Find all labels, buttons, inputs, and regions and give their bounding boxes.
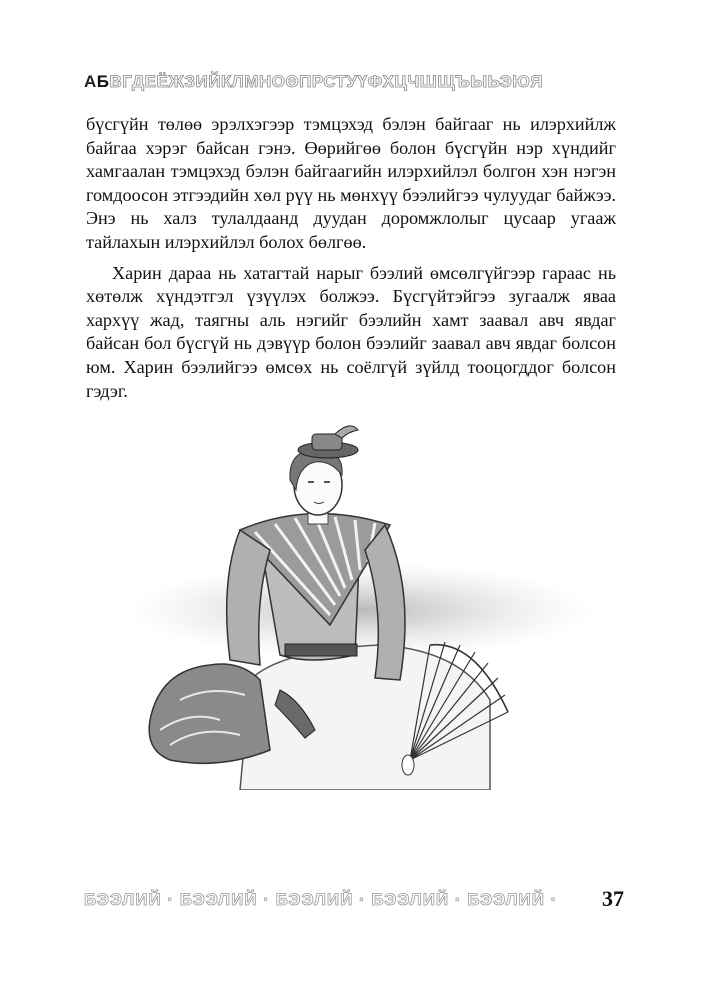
alphabet-first-letter: А (84, 72, 97, 91)
paragraph-1: бүсгүйн төлөө эрэлхэгээр тэмцэхэд бэлэн байгааг нь илэрхийлж байгаа хэрэг байсан гэнэ. Өөрийгөө болон бүсгүйн нэр хүндийг хамгаалан тэмцэхэд бэлэн байгаагийн илэрхийлэл болгон хэн нэгэн гомдоосон этгээдийн хөл рүү нь мөнхүү бээлийгээ чулуудаг байжээ. Энэ нь халз тулалдаанд дуудан доромжлолыг цусаар угааж тайлахын илэрхийлэл болох бөлгөө. (86, 114, 616, 252)
paragraph-2: Харин дараа нь хатагтай нарыг бээлий өмсөлгүйгээр гараас нь хөтөлж хүндэтгэл үзүүлэх болжээ. Бүсгүйтэйгээ зугаалж яваа хархүү жад, таягны аль нэгийг бээлийн хамт заавал авч явдаг байсан бол бүсгүй нь дэвүүр болон бээлийг заавал авч явдаг болсон юм. Харин бээлийгээ өмсөх нь соёлгүй зүйлд тооцогддог болсон гэдэг. (86, 262, 616, 401)
running-title: БЭЭЛИЙ · БЭЭЛИЙ · БЭЭЛИЙ · БЭЭЛИЙ · БЭЭЛИЙ · (84, 890, 558, 909)
page-footer (84, 886, 624, 916)
alphabet-remaining-letters: ВГДЕЁЖЗИЙКЛМНОӨПРСТУҮФХЦЧШЩЪЫЬЭЮЯ (109, 72, 544, 91)
body-text (86, 113, 616, 403)
alphabet-header (84, 72, 624, 92)
alphabet-current-letter: Б (96, 72, 110, 91)
page-number: 37 (602, 886, 624, 911)
lady-with-fan-illustration (130, 420, 600, 790)
